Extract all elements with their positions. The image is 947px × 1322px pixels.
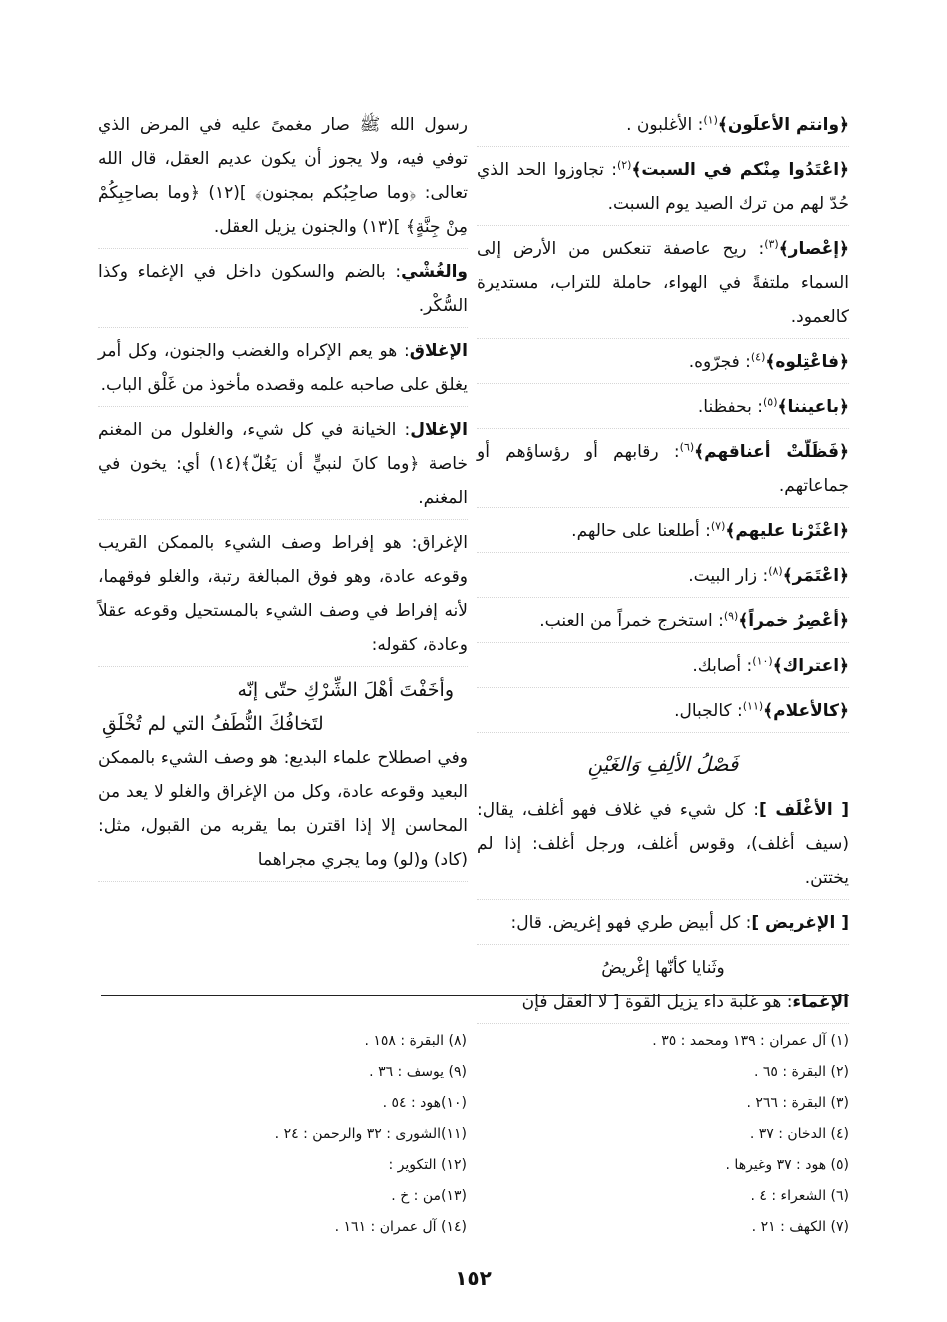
- dictionary-entry: [477, 108, 849, 147]
- footnote-ref: (٢): [616, 158, 632, 172]
- entry-head: ﴿اعْتَمَر﴾: [782, 566, 849, 586]
- entry-head: والغُشْي: [401, 262, 468, 282]
- entry-text: : الخيانة في كل شيء، والغلول من المغنم خاصة ﴿وما كانَ لنبيٍّ أن يَغُلّ﴾(١٤) أي: يخون في المغنم.: [98, 420, 468, 508]
- entry-text: : بالضم والسكون داخل في الإغماء وكذا السُّكْر.: [98, 262, 468, 316]
- entry-text: : الأغلبون .: [626, 115, 704, 135]
- footnote-ref: (٩): [723, 609, 739, 623]
- entry-head: ﴿إعْصار﴾: [778, 239, 849, 259]
- footnote: (٩) يوسف : ٣٦ .: [369, 1064, 467, 1080]
- dictionary-entry: [477, 604, 849, 643]
- footnote: (١١)الشورى : ٣٢ والرحمن : ٢٤ .: [274, 1126, 467, 1142]
- footnote-divider: [101, 995, 849, 996]
- entry-text: : هو غلبة داء يزيل القوة [ لا العقل فإن: [521, 992, 793, 1012]
- footnotes-right: [579, 1026, 849, 1243]
- poem-line-2: لتَخافُكَ النُّطَفُ التي لم تُخْلَقِ: [102, 713, 324, 735]
- dictionary-entry: [477, 906, 849, 945]
- right-column: [477, 108, 849, 1030]
- paragraph-badi: وفي اصطلاح علماء البديع: هو وصف الشيء بالممكن البعيد وقوعه عادة، وكل من الإغراق والغلو لا يعد من المحاسن إلا إذا اقترن بما يقربه من القبول، مثل: (كاد) و(لو) وما يجري مجراهما: [98, 741, 468, 882]
- entry-ighlal: [98, 413, 468, 520]
- dictionary-entry: [477, 435, 849, 508]
- entry-head: ﴿وانتم الأعلَون﴾: [717, 115, 849, 135]
- entry-text: : فجرّوه.: [688, 352, 751, 372]
- poem-line-1: وأخَفْتَ أهْلَ الشِّرْكِ حتّى إنّه: [237, 679, 454, 701]
- footnote: (٨) البقرة : ١٥٨ .: [364, 1033, 467, 1049]
- dictionary-entry: [477, 694, 849, 733]
- footnote: (٧) الكهف : ٢١ .: [751, 1219, 849, 1235]
- entry-head: ﴿فَظَلّتْ أعناقهم﴾: [694, 442, 849, 462]
- entry-text: : زار البيت.: [688, 566, 769, 586]
- dictionary-entry: [477, 793, 849, 900]
- dictionary-entry: [477, 345, 849, 384]
- dictionary-entry: [477, 153, 849, 226]
- footnote-ref: (٨): [768, 564, 783, 578]
- dictionary-entry: [477, 390, 849, 429]
- entry-head: ﴿اعْثَرْنا عليهم﴾: [725, 521, 849, 541]
- entry-head: الإغلاق: [409, 341, 468, 361]
- entry-text: : أطلعنا على حالهم.: [571, 521, 711, 541]
- left-column: [98, 108, 468, 888]
- paragraph-1: رسول الله ﷺ صار مغمىً عليه في المرض الذي توفي فيه، ولا يجوز أن يكون عديم العقل، قال الله تعالى: ﴿وما صاحِبُكم بمجنون﴾ ](١٢) ﴿وما بصاحِبِكُمْ مِنْ جِنَّةٍ﴾ ](١٣) والجنون يزيل العقل.: [98, 108, 468, 249]
- entry-head: ﴿اعتراك﴾: [772, 656, 849, 676]
- footnote-ref: (٥): [762, 395, 778, 409]
- footnote-ref: (١٠): [752, 654, 773, 668]
- entry-ighraq: الإغراق: هو إفراط وصف الشيء بالممكن القريب وقوعه عادة، وهو فوق المبالغة رتبة، والغلو فوقهما، لأنه إفراط في وصف الشيء بالمستحيل وقوعه عقلاً وعادة، كقوله:: [98, 526, 468, 667]
- entry-ghashy: [98, 255, 468, 328]
- footnote-ref: (٣): [764, 237, 779, 251]
- footnote-ref: (٦): [679, 440, 695, 454]
- footnote: (٥) هود : ٣٧ وغيرها .: [725, 1157, 849, 1173]
- entry-head: [ الإغريض ]: [751, 913, 849, 933]
- page-number: ١٥٢: [455, 1266, 492, 1290]
- footnote-ref: (٧): [710, 519, 726, 533]
- footnote: (١) آل عمران : ١٣٩ ومحمد : ٣٥ .: [652, 1033, 849, 1049]
- footnote-ref: (٤): [750, 350, 766, 364]
- entry-text: : استخرج خمراً من العنب.: [539, 611, 724, 631]
- entry-head: ﴿كالأعلام﴾: [763, 701, 849, 721]
- footnote: (٤) الدخان : ٣٧ .: [749, 1126, 849, 1142]
- entry-head: ﴿أعْصِرُ خمراً﴾: [738, 611, 849, 631]
- footnote: (٣) البقرة : ٢٦٦ .: [746, 1095, 849, 1111]
- entry-text: : كل أبيض طري فهو إغريض. قال:: [510, 913, 752, 933]
- entry-text: : تجاوزوا الحد الذي حُدّ لهم من ترك الصيد يوم السبت.: [477, 160, 849, 214]
- footnote-ref: (١١): [742, 699, 764, 713]
- entry-head: الإغماء: [792, 992, 849, 1012]
- entry-text: : هو يعم الإكراه والغضب والجنون، وكل أمر يغلق على صاحبه علمه وقصده مأخوذ من غَلْق الباب.: [98, 341, 468, 395]
- entry-ighmaa: [477, 985, 849, 1024]
- entry-head: الإغلال: [410, 420, 468, 440]
- footnote: (١٤) آل عمران : ١٦١ .: [334, 1219, 467, 1235]
- entry-text: : كل شيء في غلاف فهو أغلف، يقال: (سيف أغلف)، وقوس أغلف، ورجل أغلف: إذا لم يختتن.: [477, 800, 849, 888]
- entry-head: [ الأغْلَف ]: [759, 800, 849, 820]
- entry-text: : أصابك.: [692, 656, 753, 676]
- dictionary-entry: [477, 514, 849, 553]
- footnote: (١٣)من : خ .: [391, 1188, 467, 1204]
- footnote: (١٠)هود : ٥٤ .: [382, 1095, 467, 1111]
- entry-head: ﴿اعْتَدُوا مِنْكم في السبت﴾: [631, 160, 850, 180]
- footnotes-left: [167, 1026, 467, 1243]
- footnote: (٢) البقرة : ٦٥ .: [753, 1064, 849, 1080]
- entry-text: : بحفظنا.: [697, 397, 763, 417]
- section-title: فَصْلُ الألِفِ وَالغَيْنِ: [587, 752, 739, 776]
- entry-text: : ريح عاصفة تنعكس من الأرض إلى السماء ملتفةً في الهواء، حاملة للتراب، مستديرة كالعمود.: [477, 239, 849, 327]
- entry-text: : رقابهم أو رؤساؤهم أو جماعاتهم.: [477, 442, 849, 496]
- verse-line: وثَنايا كأنّها إغْريضُ: [601, 958, 725, 978]
- dictionary-entry: [477, 559, 849, 598]
- entry-text: : كالجبال.: [674, 701, 743, 721]
- dictionary-entry: [477, 232, 849, 339]
- entry-head: ﴿باعيننا﴾: [777, 397, 849, 417]
- entry-ighlaq: [98, 334, 468, 407]
- footnote-ref: (١): [703, 113, 718, 127]
- footnote: (١٢) التكوير :: [388, 1157, 467, 1173]
- dictionary-entry: [477, 649, 849, 688]
- footnote: (٦) الشعراء : ٤ .: [750, 1188, 849, 1204]
- entry-head: ﴿فاعْتِلوه﴾: [765, 352, 849, 372]
